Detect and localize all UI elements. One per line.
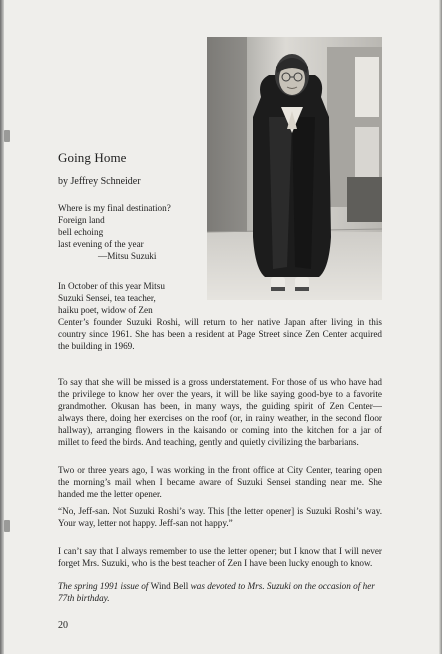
article-title: Going Home <box>58 150 127 165</box>
photo-illustration <box>207 37 382 300</box>
publication-name: Wind Bell <box>150 581 189 591</box>
poem-line: last evening of the year <box>58 239 144 249</box>
body-paragraph: To say that she will be missed is a gross understatement. For those of us who have had the privilege to know her over the years, it will be like saying good-bye to a favorite grandmother. Okusan has been, in many ways, the guiding spirit of Zen Center—always there, doing her exercises on the roof (or, in rainy weather, in the second floor hallway), arranging flowers in the kaisando or coming into the kitchen for a jar of millet to feed the birds. And teaching, gently and quietly civilizing the barbarians. <box>58 377 382 447</box>
poem-credit: —Mitsu Suzuki <box>98 251 157 261</box>
note-text-before: The spring 1991 issue of <box>58 581 151 591</box>
body-paragraph: I can’t say that I always remember to use the letter opener; but I know that I will never forget Mrs. Suzuki, who is the best teacher of Zen I have been lucky enough to know. <box>58 546 382 568</box>
body-paragraph: “No, Jeff-san. Not Suzuki Roshi’s way. This [the letter opener] is Suzuki Roshi’s way. Your way, letter not happy. Jeff-san not happy.” <box>58 506 382 528</box>
page-number: 20 <box>58 620 68 631</box>
intro-line: In October of this year Mitsu <box>58 281 165 291</box>
note-text-after: was devoted to Mrs. Suzuki on the occasion of her 77th birthday. <box>58 581 375 603</box>
body-paragraph: Two or three years ago, I was working in the front office at City Center, tearing open the morning’s mail when I became aware of Suzuki Sensei standing near me. She handed me the letter opener. <box>58 465 382 499</box>
binding-staple <box>4 520 10 532</box>
body-paragraph: Center’s founder Suzuki Roshi, will return to her native Japan after living in this country since 1961. She has been a resident at Page Street since Zen Center acquired the building in 1969. <box>58 317 382 351</box>
intro-line: Suzuki Sensei, tea teacher, <box>58 293 156 303</box>
poem-line: bell echoing <box>58 227 104 237</box>
haiku-poem <box>58 202 208 262</box>
page-edge-left <box>0 0 4 654</box>
photo-mitsu-suzuki <box>207 37 382 300</box>
binding-staple <box>4 130 10 142</box>
intro-line: haiku poet, widow of Zen <box>58 305 153 315</box>
article-byline: by Jeffrey Schneider <box>58 176 141 187</box>
poem-line: Foreign land <box>58 215 105 225</box>
poem-line: Where is my final destination? <box>58 203 171 213</box>
intro-lines <box>58 280 208 316</box>
editor-note <box>58 580 382 604</box>
